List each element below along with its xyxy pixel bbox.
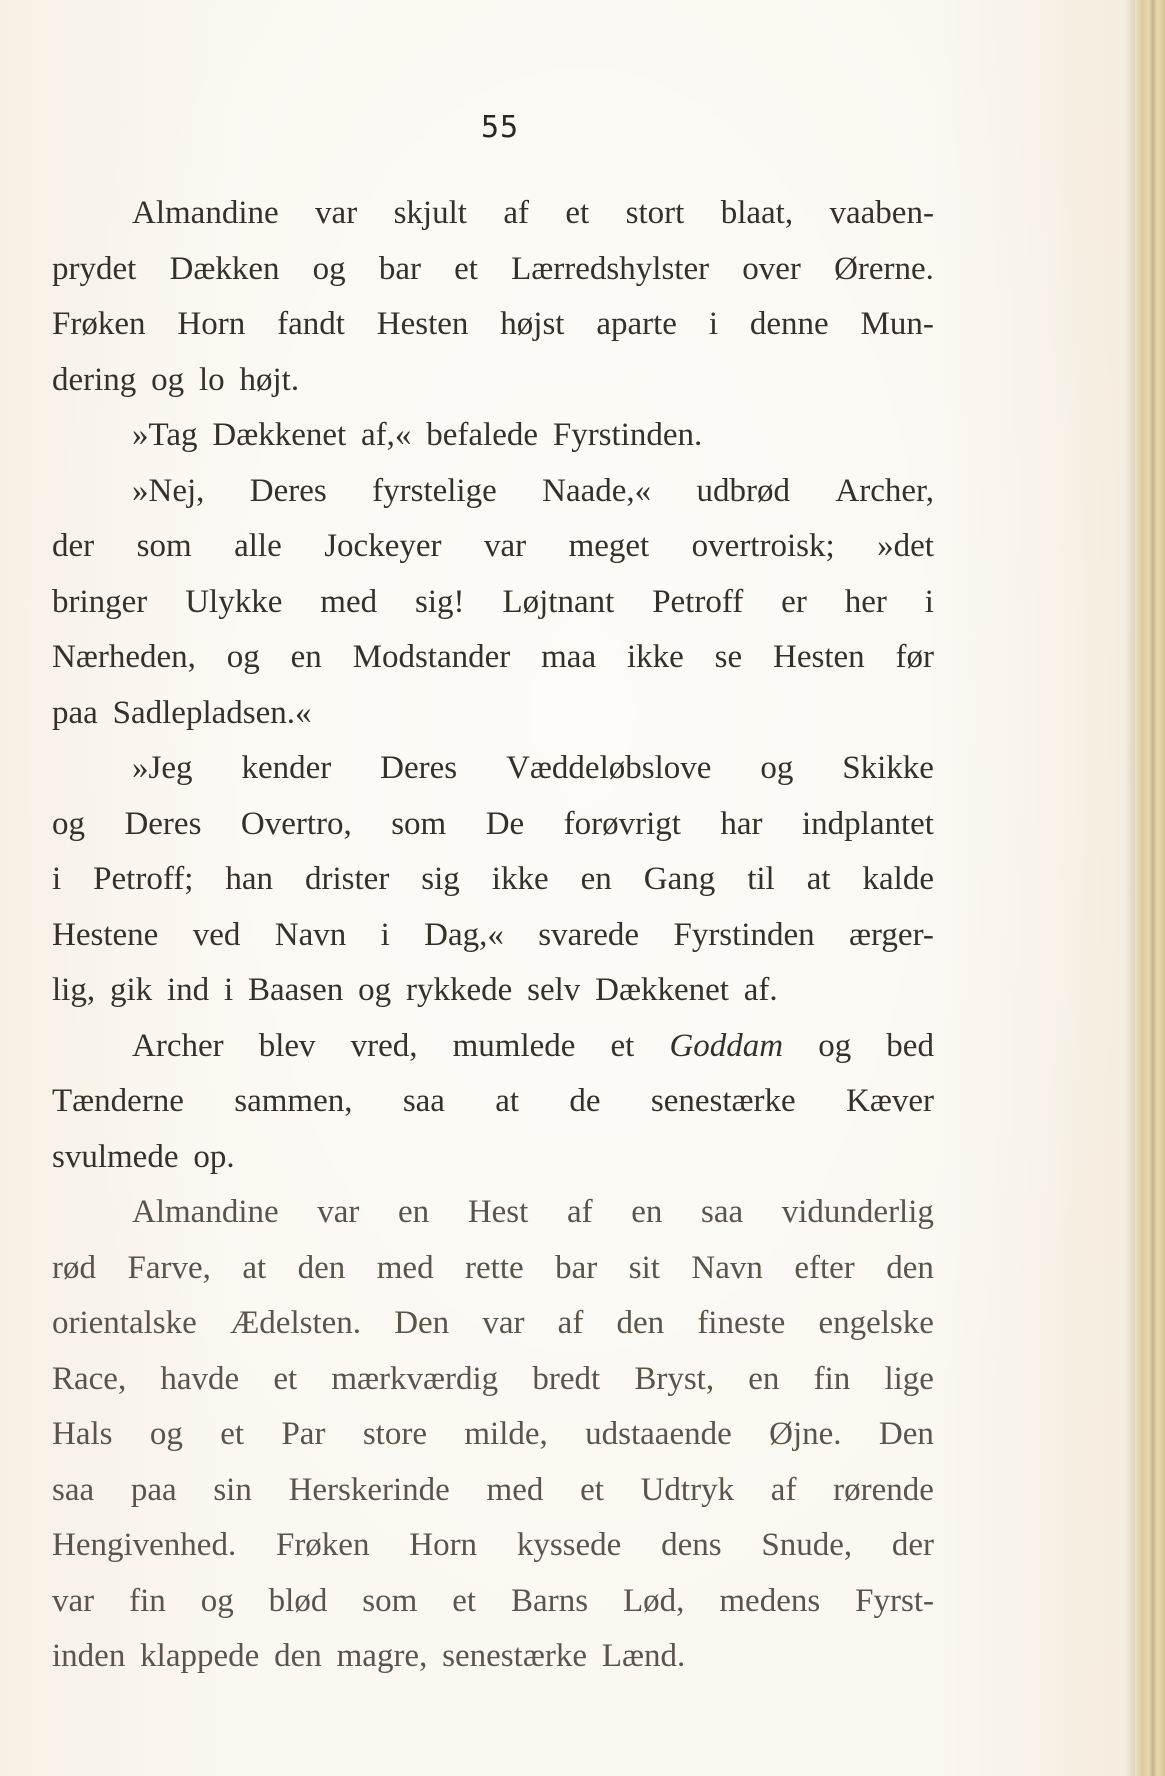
text-line: Frøken Horn fandt Hesten højst aparte i denne Mun- bbox=[52, 306, 934, 342]
text-line: bringer Ulykke med sig! Løjtnant Petroff er her i bbox=[52, 583, 934, 620]
text-line: og Deres Overtro, som De forøvrigt har indplantet bbox=[52, 805, 934, 842]
body-text bbox=[52, 186, 934, 1685]
text-line: paa Sadlepladsen.« bbox=[52, 694, 312, 731]
text-line: saa paa sin Herskerinde med et Udtryk af rørende bbox=[52, 1471, 934, 1508]
text-line: Race, havde et mærkværdig bredt Bryst, en fin lige bbox=[52, 1360, 934, 1397]
page-number: 55 bbox=[480, 110, 520, 145]
text-line: orientalske Ædelsten. Den var af den fineste engelske bbox=[52, 1305, 934, 1341]
text-line: »Jeg kender Deres Væddeløbslove og Skikke bbox=[132, 750, 934, 786]
text-line: »Nej, Deres fyrstelige Naade,« udbrød Archer, bbox=[132, 472, 934, 509]
text-line: i Petroff; han drister sig ikke en Gang til at kalde bbox=[52, 861, 934, 897]
text-line: prydet Dækken og bar et Lærredshylster over Ørerne. bbox=[52, 250, 934, 287]
text-line: Almandine var skjult af et stort blaat, vaaben- bbox=[132, 195, 934, 231]
text-line: rød Farve, at den med rette bar sit Navn efter den bbox=[52, 1249, 934, 1286]
text-line: Archer blev vred, mumlede et Goddam og bed bbox=[132, 1027, 934, 1064]
text-line: Almandine var en Hest af en saa vidunderlig bbox=[132, 1194, 934, 1230]
text-line: inden klappede den magre, senestærke Lænd. bbox=[52, 1638, 686, 1674]
text-line: Hestene ved Navn i Dag,« svarede Fyrstinden ærger- bbox=[52, 916, 934, 953]
text-line: Nærheden, og en Modstander maa ikke se Hesten før bbox=[52, 639, 934, 675]
page-edge bbox=[1135, 0, 1165, 1776]
text-line: svulmede op. bbox=[52, 1138, 235, 1175]
text-line: »Tag Dækkenet af,« befalede Fyrstinden. bbox=[132, 417, 703, 453]
text-line: Hals og et Par store milde, udstaaende Øjne. Den bbox=[52, 1416, 934, 1452]
text-line: var fin og blød som et Barns Lød, medens Fyrst- bbox=[52, 1582, 934, 1619]
text-line: Hengivenhed. Frøken Horn kyssede dens Snude, der bbox=[52, 1527, 934, 1563]
text-line: Tænderne sammen, saa at de senestærke Kæver bbox=[52, 1083, 934, 1119]
text-line: der som alle Jockeyer var meget overtroisk; »det bbox=[52, 528, 934, 564]
text-line: dering og lo højt. bbox=[52, 361, 300, 398]
text-line: lig, gik ind i Baasen og rykkede selv Dækkenet af. bbox=[52, 972, 778, 1008]
page-edge-shadow bbox=[1125, 0, 1135, 1776]
